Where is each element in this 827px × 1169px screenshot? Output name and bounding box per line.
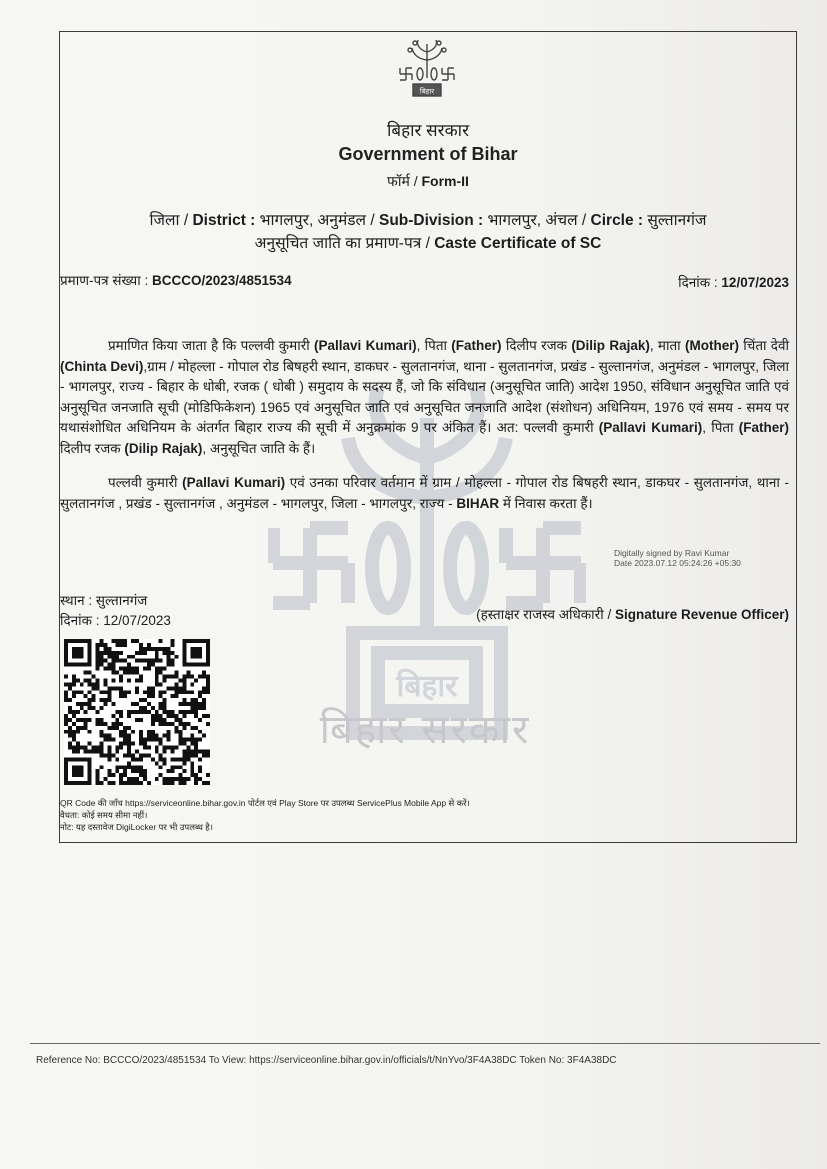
digital-signature-name: Digitally signed by Ravi Kumar xyxy=(614,548,730,558)
place-label: स्थान : xyxy=(60,593,96,608)
p1-text-a: प्रमाणित किया जाता है कि पल्लवी कुमारी xyxy=(108,338,315,353)
p2-state: BIHAR xyxy=(456,495,500,511)
certificate-number-value: BCCCO/2023/4851534 xyxy=(151,273,292,288)
certificate-title xyxy=(59,231,797,253)
p2-text-e: में निवास करता हैं। xyxy=(499,495,593,511)
certificate-title-english: Caste Certificate of SC xyxy=(434,235,602,252)
certificate-title-hindi: अनुसूचित जाति का प्रमाण-पत्र / xyxy=(254,235,435,252)
emblem-caption: बिहार xyxy=(419,87,435,96)
subdivision-label: Sub-Division : xyxy=(379,212,484,229)
certificate-date xyxy=(678,273,789,291)
qr-verification-note xyxy=(60,798,470,809)
signature-revenue-officer xyxy=(476,605,789,623)
certification-paragraph xyxy=(60,336,789,459)
circle-label: Circle : xyxy=(590,212,644,229)
officer-label-hindi: (हस्ताक्षर राजस्व अधिकारी / xyxy=(476,607,615,622)
p1-text-i: चिंता देवी xyxy=(738,338,789,353)
residence-paragraph xyxy=(60,473,789,514)
officer-label-english: Signature Revenue Officer) xyxy=(614,607,789,622)
digital-signature-date: Date 2023.07.12 05:24:26 +05:30 xyxy=(614,558,741,568)
footer-reference: Reference No: BCCCO/2023/4851534 To View: https://serviceonline.bihar.gov.in/officials/t/NnYvo/3F4A38DC Token No: 3F4A38DC xyxy=(36,1055,617,1066)
subdivision-value: भागलपुर, अंचल / xyxy=(483,212,591,229)
p2-text-c: एवं उनका परिवार वर्तमान में ग्राम / मोहल्ला - गोपाल रोड बिषहरी स्थान, डाकघर - सुलतानगंज, थाना - सुलतानगंज , प्रखंड - सुल्तानगंज , अनुमंडल - भागलपुर, जिला - भागलपुर, राज्य - xyxy=(60,475,789,511)
digilocker-note: नोट: यह दस्तावेज DigiLocker पर भी उपलब्ध है। xyxy=(60,822,213,832)
certificate-date-value: 12/07/2023 xyxy=(721,275,789,290)
p1-text-e: दिलीप रजक xyxy=(501,338,572,353)
certificate-date-label: दिनांक : xyxy=(678,275,722,290)
qr-note-suffix: पोर्टल एवं Play Store पर उपलब्ध ServicePlus Mobile App से करें। xyxy=(245,798,470,808)
p1-mother-label: (Mother) xyxy=(684,338,739,353)
p1-text-c: , पिता xyxy=(416,338,452,353)
certificate-number xyxy=(60,271,292,289)
qr-note-prefix: QR Code की जाँच xyxy=(60,798,126,808)
location-line xyxy=(59,208,797,230)
validity-note: वैधता: कोई समय सीमा नहीं। xyxy=(60,810,148,820)
p1-name-en-2: (Pallavi Kumari) xyxy=(598,420,703,435)
form-label-hindi: फॉर्म / xyxy=(387,173,422,189)
p1-father-name-en-2: (Dilip Rajak) xyxy=(124,440,203,456)
p1-text-g: , माता xyxy=(649,338,685,353)
district-label: District : xyxy=(192,212,256,229)
p1-father-label-2: (Father) xyxy=(738,420,789,435)
qr-note-url[interactable]: https://serviceonline.bihar.gov.in xyxy=(125,798,246,808)
digital-signature xyxy=(614,548,741,568)
p2-name-en: (Pallavi Kumari) xyxy=(182,475,286,490)
p1-text-o: दिलीप रजक xyxy=(60,440,125,456)
p1-text-q: , अनुसूचित जाति के हैं। xyxy=(202,440,316,456)
header-hindi-government: बिहार सरकार xyxy=(386,121,470,140)
district-value: भागलपुर, अनुमंडल / xyxy=(255,212,379,229)
watermark-bihar-sarkar: बिहार सरकार xyxy=(319,707,531,753)
p1-name-en: (Pallavi Kumari) xyxy=(314,338,417,353)
p1-father-label: (Father) xyxy=(451,338,502,353)
form-title xyxy=(59,172,797,191)
header-government-of-bihar: Government of Bihar xyxy=(338,144,518,164)
p2-text-a: पल्लवी कुमारी xyxy=(108,475,183,490)
p1-father-name-en: (Dilip Rajak) xyxy=(571,338,650,353)
form-label-english: Form-II xyxy=(421,173,469,189)
p1-text-m: , पिता xyxy=(702,420,739,435)
footer-divider xyxy=(30,1043,820,1044)
district-label-hindi: जिला / xyxy=(149,212,193,229)
place-value: सुल्तानगंज xyxy=(95,593,148,608)
qr-code[interactable] xyxy=(64,639,210,785)
bihar-emblem-logo xyxy=(396,38,458,98)
watermark-box-label: बिहार xyxy=(396,669,458,704)
certificate-number-label: प्रमाण-पत्र संख्या : xyxy=(60,273,152,288)
place xyxy=(60,591,147,609)
issue-date-value: 12/07/2023 xyxy=(103,613,171,628)
issue-date xyxy=(60,611,171,629)
p1-mother-name-en: (Chinta Devi) xyxy=(60,358,144,374)
p1-text-k: ,ग्राम / मोहल्ला - गोपाल रोड बिषहरी स्थान, डाकघर - सुलतानगंज, थाना - सुलतानगंज, प्रखंड - सुल्तानगंज, अनुमंडल - भागलपुर, जिला - भागलपुर, राज्य - बिहार के धोबी, रजक ( धोबी ) समुदाय के सदस्य हैं, जो कि संविधान (अनुसूचित जाति) आदेश 1950, संविधान अनुसूचित जाति एवं अनुसूचित जनजाति सूची (मोडिफिकेशन) 1965 एवं अनुसूचित जाति एवं अनुसूचित जनजाति आदेश (संशोधन) अधिनियम, 1976 एवं समय - समय पर यथासंशोधित अधिनियम के अंतर्गत बिहार राज्य की सूची में अनुक्रमांक 9 पर अंकित हैं। अत: पल्लवी कुमारी xyxy=(60,358,789,435)
issue-date-label: दिनांक : xyxy=(60,613,104,628)
circle-value: सुल्तानगंज xyxy=(643,212,707,229)
